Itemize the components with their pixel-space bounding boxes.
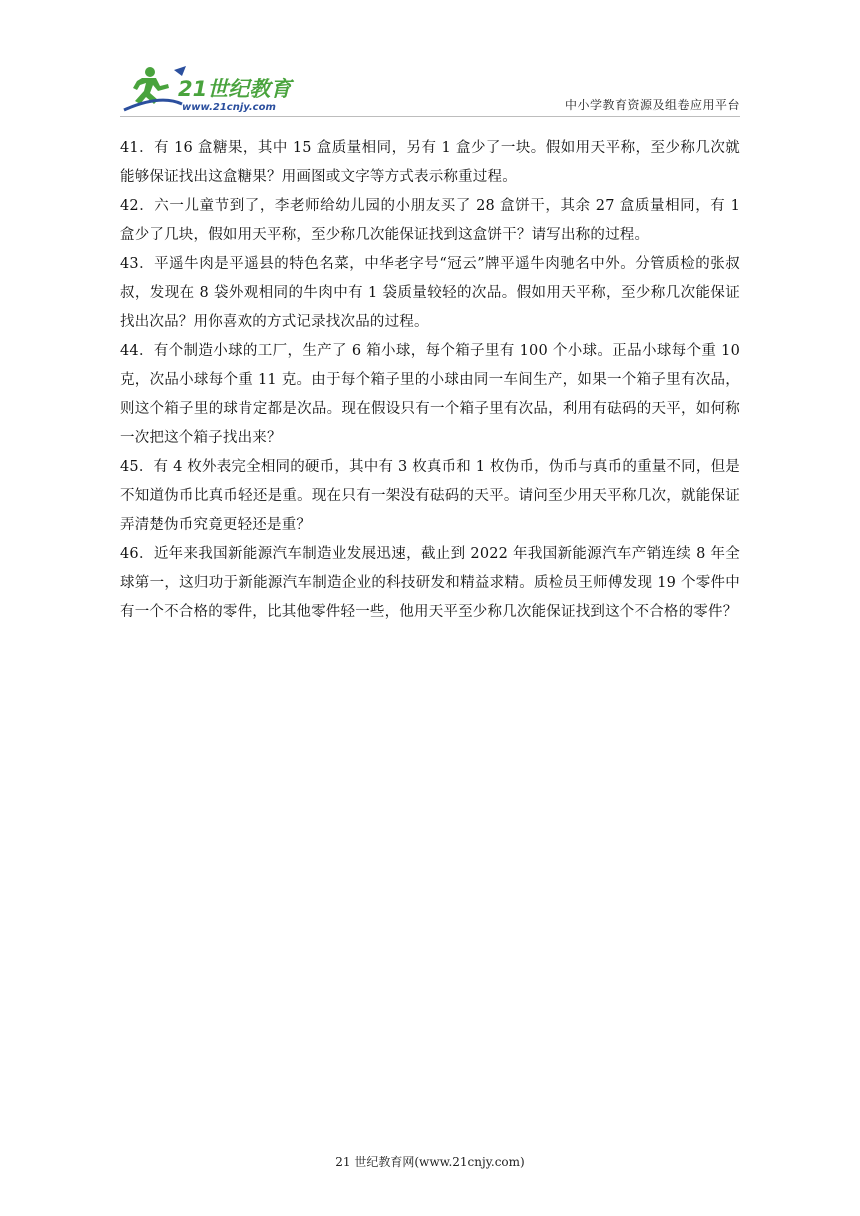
page-header (120, 64, 740, 120)
question-list (120, 134, 740, 627)
question-45: 45．有 4 枚外表完全相同的硬币，其中有 3 枚真币和 1 枚伪币，伪币与真币的重量不同，但是不知道伪币比真币轻还是重。现在只有一架没有砝码的天平。请问至少用天平称几次，就能保证弄清楚伪币究竟更轻还是重？ (120, 459, 740, 533)
runner-icon (124, 66, 186, 110)
question-41: 41．有 16 盒糖果，其中 15 盒质量相同，另有 1 盒少了一块。假如用天平称，至少称几次就能够保证找出这盒糖果？用画图或文字等方式表示称重过程。 (120, 140, 740, 185)
question-43: 43．平遥牛肉是平遥县的特色名菜，中华老字号“冠云”牌平遥牛肉驰名中外。分管质检的张叔叔，发现在 8 袋外观相同的牛肉中有 1 袋质量较轻的次品。假如用天平称，至少称几次能保证找出次品？用你喜欢的方式记录找次品的过程。 (120, 256, 740, 330)
logo-text: 21世纪教育 (178, 77, 292, 101)
platform-tagline: 中小学教育资源及组卷应用平台 (564, 98, 740, 112)
question-44: 44．有个制造小球的工厂，生产了 6 箱小球，每个箱子里有 100 个小球。正品小球每个重 10 克，次品小球每个重 11 克。由于每个箱子里的小球由同一车间生产，如果一个箱子里有次品，则这个箱子里的球肯定都是次品。现在假设只有一个箱子里有次品，利用有砝码的天平，如何称一次把这个箱子找出来？ (120, 343, 740, 446)
question-42: 42．六一儿童节到了，李老师给幼儿园的小朋友买了 28 盒饼干，其余 27 盒质量相同，有 1 盒少了几块，假如用天平称，至少称几次能保证找到这盒饼干？请写出称的过程。 (120, 198, 740, 243)
21cnjy-logo (120, 64, 310, 114)
page-footer: 21 世纪教育网(www.21cnjy.com) (335, 1155, 525, 1169)
logo-url: www.21cnjy.com (182, 102, 276, 113)
header-divider (120, 116, 740, 117)
question-46: 46．近年来我国新能源汽车制造业发展迅速，截止到 2022 年我国新能源汽车产销连续 8 年全球第一，这归功于新能源汽车制造企业的科技研发和精益求精。质检员王师傅发现 19 个零件中有一个不合格的零件，比其他零件轻一些，他用天平至少称几次能保证找到这个不合格的零件？ (120, 546, 740, 620)
